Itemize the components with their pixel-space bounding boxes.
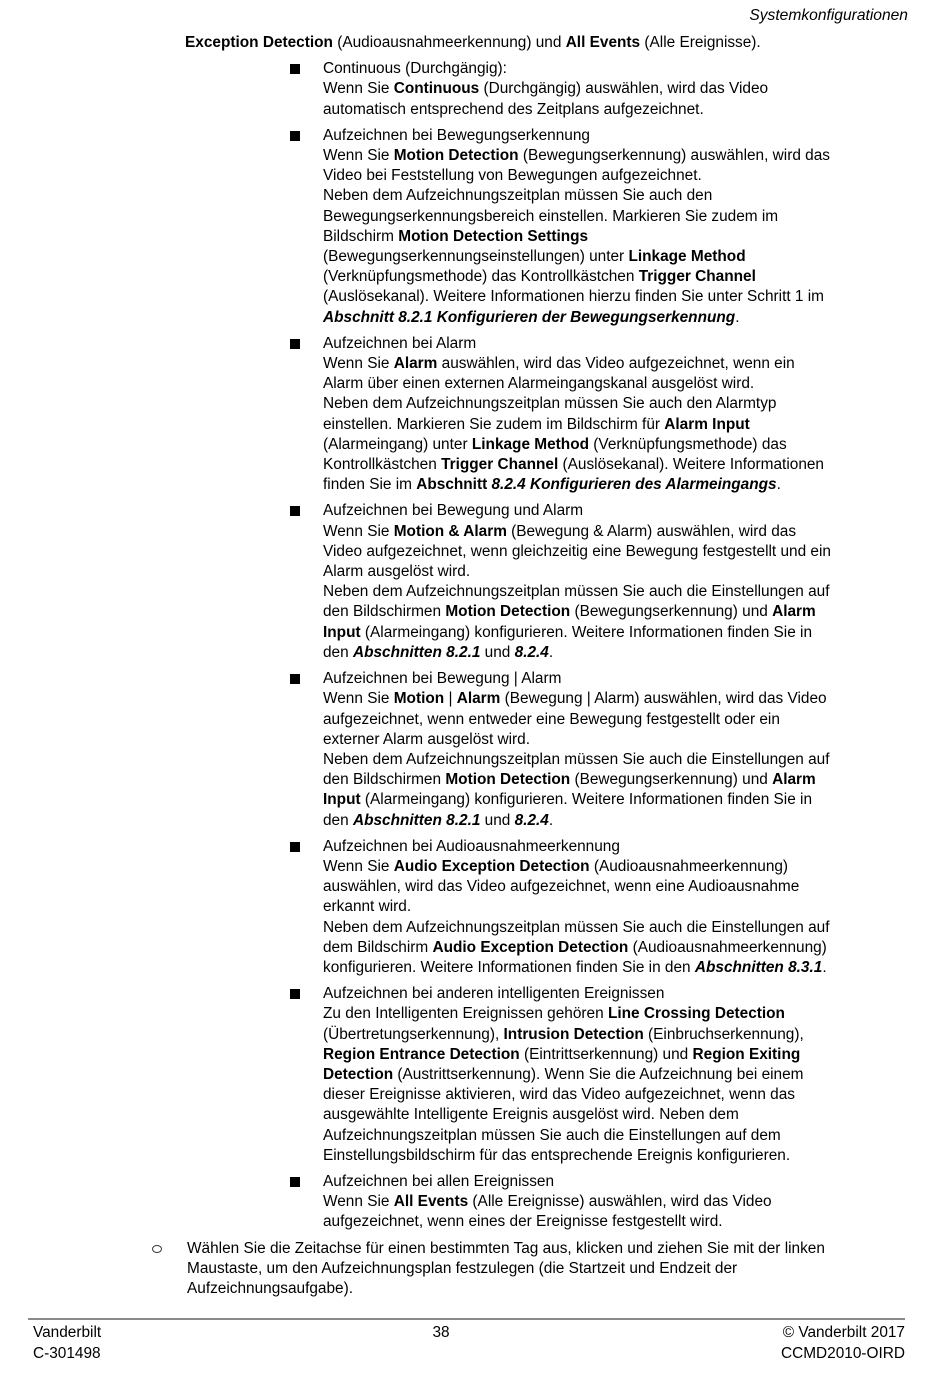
text-run: Alarm [456, 690, 501, 708]
text-run: All Events [393, 1193, 469, 1211]
square-bullet-icon [290, 506, 300, 516]
text-line [323, 918, 830, 938]
text-run: Wenn Sie [323, 147, 394, 165]
text-run: Motion Detection Settings [398, 227, 589, 245]
list-item-text [323, 501, 831, 663]
text-run: (Bewegungserkennung) und [570, 603, 773, 621]
text-run: (Alle Ereignisse). [640, 34, 761, 51]
text-line [323, 247, 830, 267]
text-run: (Übertretungserkennung), [323, 1025, 504, 1043]
text-run: (Alarmeingang) unter [323, 435, 472, 453]
text-run: . [548, 643, 554, 661]
list-item [290, 669, 925, 831]
list-item-text [323, 984, 804, 1166]
text-line [323, 186, 830, 206]
text-line [323, 1105, 804, 1125]
list-item [290, 334, 925, 496]
text-run: Aufzeichnen bei Audioausnahmeerkennung [323, 837, 620, 855]
text-run: | [444, 690, 457, 708]
square-bullet-icon [290, 989, 300, 999]
text-run: Abschnitt 8.2.1 Konfigurieren der Bewegungserkennung [323, 308, 736, 326]
text-run: automatisch entsprechend des Zeitplans aufgezeichnet. [323, 100, 704, 118]
text-line [323, 877, 830, 897]
list-item [290, 126, 925, 328]
square-bullet-icon [290, 674, 300, 684]
text-run: Alarm ausgelöst wird. [323, 563, 471, 581]
footer-company: Vanderbilt [33, 1324, 102, 1341]
list-item-text [323, 59, 768, 120]
list-item [290, 501, 925, 663]
text-run: erkannt wird. [323, 898, 412, 916]
text-line [323, 1172, 772, 1192]
text-run: (Einbruchserkennung), [643, 1025, 804, 1043]
page-running-title: Systemkonfigurationen [749, 7, 908, 24]
text-line [323, 374, 824, 394]
page-content [185, 33, 925, 1299]
text-run: Wenn Sie [323, 1193, 394, 1211]
text-run: finden Sie im [323, 476, 417, 494]
list-item-text [323, 1172, 772, 1233]
text-run: (Bewegungserkennung) und [570, 771, 773, 789]
text-run: Exception Detection [185, 34, 333, 51]
text-run: Linkage Method [628, 248, 746, 266]
text-line [187, 1279, 825, 1299]
text-line [323, 455, 824, 475]
text-run: Neben dem Aufzeichnungszeitplan müssen Sie auch die Einstellungen auf [323, 583, 830, 601]
text-run: dem Bildschirm [323, 938, 433, 956]
text-run: Video bei Feststellung von Bewegungen aufgezeichnet. [323, 167, 702, 185]
text-run: externer Alarm ausgelöst wird. [323, 730, 531, 748]
text-run: (Durchgängig) auswählen, wird das Video [479, 80, 769, 98]
square-bullet-icon [290, 842, 300, 852]
text-line [323, 857, 830, 877]
text-line [323, 1146, 804, 1166]
text-run: Alarm [772, 603, 816, 621]
footer-page-number: 38 [432, 1324, 450, 1341]
text-line [323, 1004, 804, 1024]
text-line [323, 79, 768, 99]
text-run: Input [323, 623, 361, 641]
text-line [323, 59, 768, 79]
list-item-text [323, 837, 830, 978]
text-line [323, 984, 804, 1004]
text-run: . [776, 476, 781, 494]
text-line [323, 1192, 772, 1212]
text-run: Input [323, 791, 361, 809]
text-line [323, 287, 830, 307]
text-run: (Alarmeingang) konfigurieren. Weitere Informationen finden Sie in [360, 791, 813, 809]
text-line [323, 837, 830, 857]
text-run: Abschnitt [416, 476, 492, 494]
text-line [323, 790, 830, 810]
text-line [323, 958, 830, 978]
list-item [290, 59, 925, 120]
text-line [323, 730, 830, 750]
text-line [323, 435, 824, 455]
text-run: 8.2.4 [514, 643, 549, 661]
text-line [323, 811, 830, 831]
text-run: und [480, 811, 515, 829]
text-line [323, 475, 824, 495]
text-line [323, 227, 830, 247]
square-bullet-icon [290, 131, 300, 141]
text-run: (Alarmeingang) konfigurieren. Weitere Informationen finden Sie in [360, 623, 813, 641]
text-run: 8.2.4 Konfigurieren des Alarmeingangs [491, 476, 777, 494]
text-run: Neben dem Aufzeichnungszeitplan müssen Sie auch den [323, 187, 713, 205]
text-run: Alarm [772, 771, 816, 789]
text-run: Wenn Sie [323, 857, 394, 875]
text-run: Kontrollkästchen [323, 456, 442, 474]
text-run: Alarm [393, 355, 438, 373]
footer-divider [28, 1318, 905, 1320]
text-run: Abschnitten 8.2.1 [352, 811, 481, 829]
text-run: einstellen. Markieren Sie zudem im Bildschirm für [323, 415, 665, 433]
text-run: Alarm über einen externen Alarmeingangskanal ausgelöst wird. [323, 375, 755, 393]
text-run: Continuous (Durchgängig): [323, 60, 507, 78]
text-run: Neben dem Aufzeichnungszeitplan müssen Sie auch die Einstellungen auf [323, 918, 830, 936]
text-run: Abschnitten 8.2.1 [352, 643, 481, 661]
text-line [323, 267, 830, 287]
intro-paragraph [185, 33, 925, 53]
text-line [323, 126, 830, 146]
page-footer [33, 1323, 905, 1364]
text-run: . [735, 308, 740, 326]
list-item [290, 1172, 925, 1233]
footer-left-block [33, 1323, 313, 1364]
text-line [323, 623, 831, 643]
list-item-text [323, 669, 830, 831]
text-line [323, 334, 824, 354]
text-line [323, 897, 830, 917]
text-run: (Bewegung | Alarm) auswählen, wird das Video [500, 690, 827, 708]
text-line [323, 643, 831, 663]
text-line [323, 1126, 804, 1146]
text-line [323, 689, 830, 709]
text-run: Linkage Method [471, 435, 590, 453]
text-line [323, 669, 830, 689]
text-line [323, 146, 830, 166]
text-run: Einstellungsbildschirm für das entsprechende Ereignis konfigurieren. [323, 1146, 791, 1164]
text-run: (Audioausnahmeerkennung) [628, 938, 827, 956]
text-run: . [548, 811, 554, 829]
bullet-list [185, 59, 925, 1232]
text-line [323, 750, 830, 770]
text-run: Continuous [393, 80, 480, 98]
text-run: All Events [565, 34, 641, 51]
square-bullet-icon [290, 339, 300, 349]
footer-copyright: © Vanderbilt 2017 [782, 1324, 905, 1341]
text-run: Aufzeichnen bei Bewegung und Alarm [323, 502, 584, 520]
text-line [323, 100, 768, 120]
text-line [323, 354, 824, 374]
list-item-text [323, 126, 830, 328]
text-run: (Audioausnahmeerkennung) und [332, 34, 566, 51]
text-run: Alarm Input [664, 415, 750, 433]
text-run: Line Crossing Detection [607, 1005, 785, 1023]
text-line [323, 938, 830, 958]
text-run: den [323, 811, 353, 829]
sub-bullet-item [152, 1239, 925, 1300]
text-run: (Auslösekanal). Weitere Informationen [558, 456, 824, 474]
text-run: konfigurieren. Weitere Informationen finden Sie in den [323, 958, 695, 976]
text-line [187, 1239, 825, 1259]
text-line [323, 1065, 804, 1085]
sub-bullet-text [187, 1239, 825, 1300]
text-run: Wenn Sie [323, 355, 394, 373]
square-bullet-icon [290, 64, 300, 74]
text-run: auswählen, wird das Video aufgezeichnet, wenn eine Audioausnahme [323, 878, 800, 896]
text-line [323, 542, 831, 562]
text-run: Aufzeichnen bei Bewegungserkennung [323, 126, 590, 144]
text-run: (Verknüpfungsmethode) das [589, 435, 787, 453]
text-run: auswählen, wird das Video aufgezeichnet, wenn ein [437, 355, 795, 373]
text-run: Zu den Intelligenten Ereignissen gehören [323, 1005, 608, 1023]
text-line [185, 33, 925, 53]
text-line [323, 501, 831, 521]
text-run: (Eintrittserkennung) und [519, 1045, 693, 1063]
text-run: Region Entrance Detection [323, 1045, 520, 1063]
text-line [323, 1212, 772, 1232]
list-item [290, 984, 925, 1166]
footer-doc-number: C-301498 [33, 1344, 101, 1362]
text-run: Motion Detection [445, 771, 571, 789]
list-item [290, 837, 925, 978]
text-run: den [323, 643, 353, 661]
text-run: Trigger Channel [441, 456, 559, 474]
text-run: und [480, 643, 515, 661]
text-run: Trigger Channel [638, 268, 756, 286]
text-run: . [822, 958, 827, 976]
text-run: 8.2.4 [514, 811, 549, 829]
text-run: den Bildschirmen [323, 771, 446, 789]
text-line [323, 582, 831, 602]
text-line [323, 394, 824, 414]
text-run: Region Exiting [692, 1045, 801, 1063]
text-line [187, 1259, 825, 1279]
text-line [323, 1045, 804, 1065]
text-run: Bewegungserkennungsbereich einstellen. Markieren Sie zudem im [323, 207, 779, 225]
text-run: (Alle Ereignisse) auswählen, wird das Video [468, 1193, 772, 1211]
text-run: (Austrittserkennung). Wenn Sie die Aufzeichnung bei einem [393, 1065, 804, 1083]
text-run: Aufzeichnungszeitplan müssen Sie auch die Einstellungen auf dem [323, 1126, 781, 1144]
text-run: Motion Detection [393, 147, 519, 165]
text-run: Detection [323, 1065, 394, 1083]
text-run: (Auslösekanal). Weitere Informationen hierzu finden Sie unter Schritt 1 im [323, 288, 825, 306]
text-run: Neben dem Aufzeichnungszeitplan müssen Sie auch die Einstellungen auf [323, 750, 830, 768]
footer-product-code: CCMD2010-OIRD [780, 1344, 905, 1362]
text-run: ausgewählte Intelligente Ereignis ausgelöst wird. Neben dem [323, 1106, 739, 1124]
text-run: den Bildschirmen [323, 603, 446, 621]
text-run: Aufzeichnen bei Alarm [323, 334, 477, 352]
footer-right-block [625, 1323, 905, 1364]
text-run: Motion [393, 690, 445, 708]
text-line [323, 770, 830, 790]
text-line [323, 562, 831, 582]
text-line [323, 308, 830, 328]
text-run: Intrusion Detection [503, 1025, 644, 1043]
text-run: Neben dem Aufzeichnungszeitplan müssen Sie auch den Alarmtyp [323, 395, 777, 413]
text-run: (Bewegung & Alarm) auswählen, wird das [506, 522, 797, 540]
text-run: (Bewegungserkennung) auswählen, wird das [518, 147, 830, 165]
text-line [323, 166, 830, 186]
text-run: Aufzeichnen bei Bewegung | Alarm [323, 670, 562, 688]
text-line [323, 1085, 804, 1105]
text-run: Wenn Sie [323, 690, 394, 708]
text-run: aufgezeichnet, wenn eines der Ereignisse festgestellt wird. [323, 1213, 723, 1231]
text-line [323, 710, 830, 730]
text-run: Wenn Sie [323, 80, 394, 98]
text-run: Aufzeichnen bei anderen intelligenten Ereignissen [323, 985, 665, 1003]
text-line [323, 207, 830, 227]
text-run: (Verknüpfungsmethode) das Kontrollkästchen [323, 268, 639, 286]
text-line [323, 602, 831, 622]
text-run: Video aufgezeichnet, wenn gleichzeitig eine Bewegung festgestellt und ein [323, 542, 831, 560]
text-line [323, 1025, 804, 1045]
square-bullet-icon [290, 1177, 300, 1187]
text-run: Maustaste, um den Aufzeichnungsplan festzulegen (die Startzeit und Endzeit der [187, 1259, 738, 1277]
circle-bullet-icon [152, 1245, 162, 1253]
text-run: (Audioausnahmeerkennung) [589, 857, 789, 875]
text-run: Bildschirm [323, 227, 399, 245]
text-line [323, 415, 824, 435]
text-run: (Bewegungserkennungseinstellungen) unter [323, 248, 629, 266]
text-line [323, 522, 831, 542]
text-run: Audio Exception Detection [432, 938, 629, 956]
text-run: Abschnitten 8.3.1 [694, 958, 823, 976]
text-run: Wenn Sie [323, 522, 394, 540]
text-run: aufgezeichnet, wenn entweder eine Bewegung festgestellt oder ein [323, 710, 780, 728]
text-run: Aufzeichnen bei allen Ereignissen [323, 1172, 555, 1190]
text-run: Motion & Alarm [393, 522, 507, 540]
list-item-text [323, 334, 824, 496]
text-run: Audio Exception Detection [393, 857, 590, 875]
text-run: dieser Ereignisse aktivieren, wird das Video aufgezeichnet, wenn das [323, 1086, 795, 1104]
text-run: Aufzeichnungsaufgabe). [187, 1279, 353, 1297]
text-run: Wählen Sie die Zeitachse für einen bestimmten Tag aus, klicken und ziehen Sie mit der linken [187, 1239, 825, 1257]
text-run: Motion Detection [445, 603, 571, 621]
